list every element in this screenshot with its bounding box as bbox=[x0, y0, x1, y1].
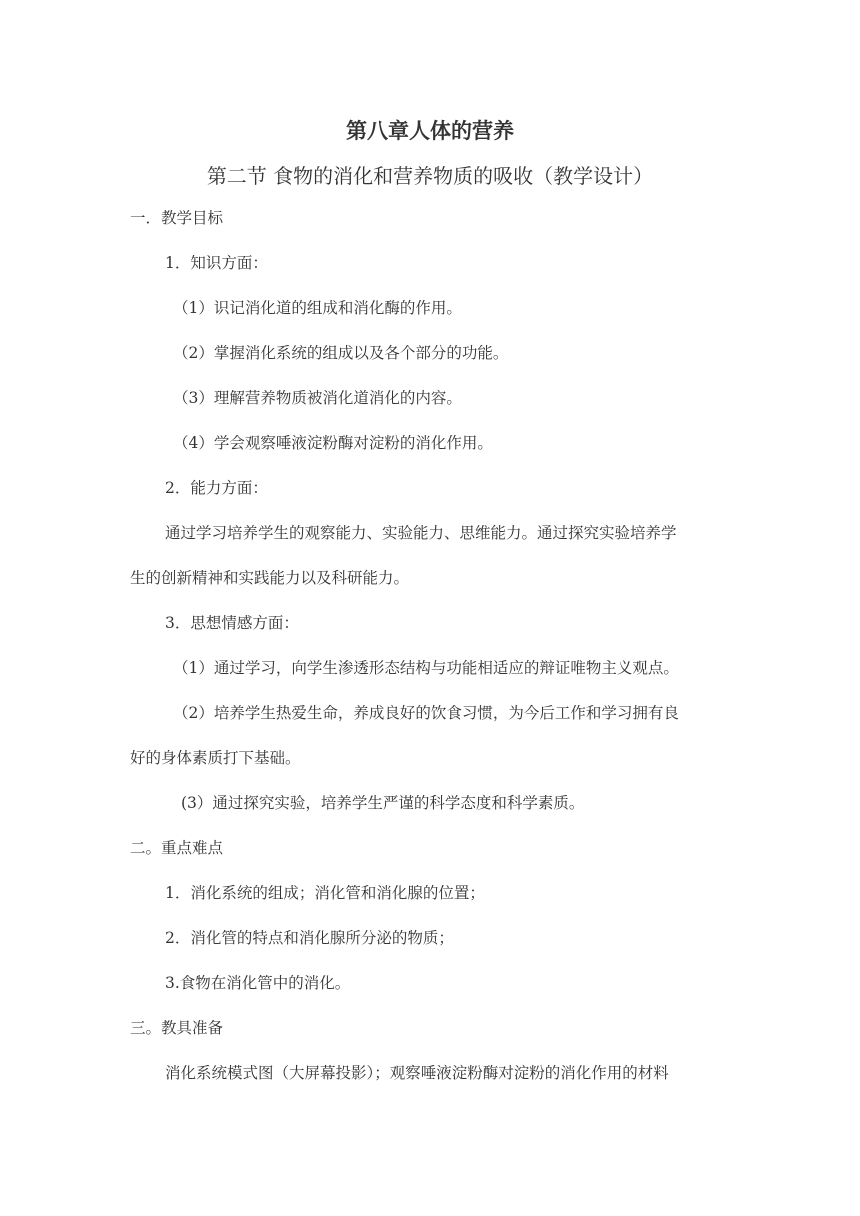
knowledge-item-4: （4）学会观察唾液淀粉酶对淀粉的消化作用。 bbox=[173, 434, 493, 452]
key-point-1: 1．消化系统的组成；消化管和消化腺的位置； bbox=[165, 884, 485, 902]
subheading-knowledge: 1．知识方面： bbox=[165, 254, 268, 272]
knowledge-item-1: （1）识记消化道的组成和消化酶的作用。 bbox=[173, 299, 462, 317]
knowledge-item-2: （2）掌握消化系统的组成以及各个部分的功能。 bbox=[173, 344, 509, 362]
chapter-title: 第八章人体的营养 bbox=[346, 118, 514, 143]
heading-teaching-goals: 一．教学目标 bbox=[130, 209, 224, 227]
teaching-aids-paragraph: 消化系统模式图（大屏幕投影）；观察唾液淀粉酶对淀粉的消化作用的材料 bbox=[165, 1064, 669, 1082]
knowledge-item-3: （3）理解营养物质被消化道消化的内容。 bbox=[173, 389, 462, 407]
emotion-item-2-line-1: （2）培养学生热爱生命，养成良好的饮食习惯，为今后工作和学习拥有良 bbox=[173, 704, 679, 722]
key-point-3: 3.食物在消化管中的消化。 bbox=[165, 974, 351, 992]
emotion-item-3: (3）通过探究实验，培养学生严谨的科学态度和科学素质。 bbox=[181, 794, 585, 812]
subheading-ability: 2．能力方面： bbox=[165, 479, 268, 497]
emotion-item-2-line-2: 好的身体素质打下基础。 bbox=[130, 749, 301, 767]
ability-paragraph-line-1: 通过学习培养学生的观察能力、实验能力、思维能力。通过探究实验培养学 bbox=[165, 524, 677, 542]
subheading-emotion: 3．思想情感方面： bbox=[165, 614, 299, 632]
heading-teaching-aids: 三。教具准备 bbox=[130, 1019, 224, 1037]
key-point-2: 2．消化管的特点和消化腺所分泌的物质； bbox=[165, 929, 454, 947]
heading-key-points: 二。重点难点 bbox=[130, 839, 224, 857]
emotion-item-1: （1）通过学习，向学生渗透形态结构与功能相适应的辩证唯物主义观点。 bbox=[173, 659, 679, 677]
ability-paragraph-line-2: 生的创新精神和实践能力以及科研能力。 bbox=[130, 569, 410, 587]
section-subtitle: 第二节 食物的消化和营养物质的吸收（教学设计） bbox=[206, 164, 654, 188]
